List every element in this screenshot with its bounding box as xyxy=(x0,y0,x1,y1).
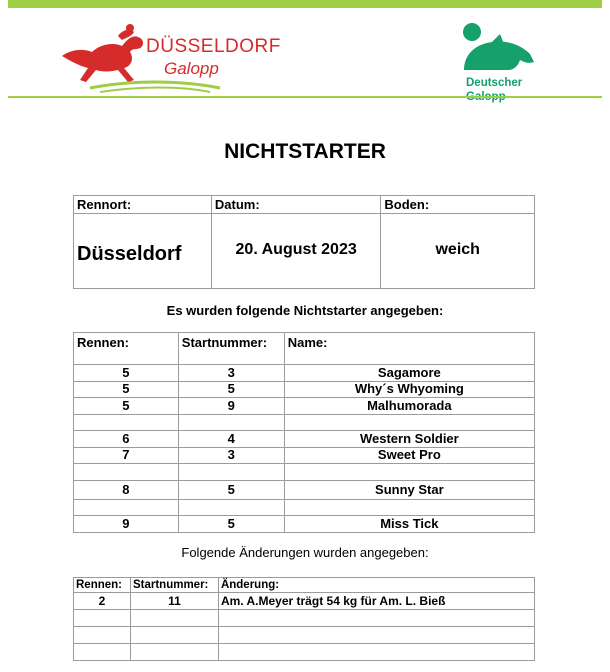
race-number xyxy=(74,414,179,431)
start-number: 5 xyxy=(178,480,284,499)
race-number xyxy=(74,464,179,481)
horse-name: Sunny Star xyxy=(284,480,534,499)
table-row-empty xyxy=(74,644,535,661)
logo-subtitle: Galopp xyxy=(164,59,219,78)
date-cell xyxy=(211,214,381,289)
table-row xyxy=(74,447,535,464)
race-number xyxy=(74,644,131,661)
race-info-table xyxy=(73,195,535,289)
racecourse-cell xyxy=(74,214,212,289)
header-divider xyxy=(8,96,602,98)
start-number: 4 xyxy=(178,431,284,448)
start-number xyxy=(178,499,284,516)
column-header: Rennen: xyxy=(74,333,179,365)
start-number xyxy=(130,610,218,627)
change-description xyxy=(218,610,534,627)
column-header: Rennen: xyxy=(74,578,131,593)
table-header-row xyxy=(74,578,535,593)
table-row xyxy=(74,365,535,382)
duesseldorf-galopp-logo xyxy=(60,22,281,94)
page-header xyxy=(8,8,602,98)
racehorse-icon xyxy=(60,22,250,94)
horse-name: Sweet Pro xyxy=(284,447,534,464)
table-row xyxy=(74,480,535,499)
table-row xyxy=(74,431,535,448)
race-number: 6 xyxy=(74,431,179,448)
logo-line-1: Deutscher xyxy=(466,77,523,89)
top-accent-bar xyxy=(8,0,602,8)
race-number: 8 xyxy=(74,480,179,499)
horse-name: Western Soldier xyxy=(284,431,534,448)
start-number: 3 xyxy=(178,365,284,382)
start-number: 9 xyxy=(178,398,284,415)
change-description xyxy=(218,627,534,644)
column-header: Startnummer: xyxy=(178,333,284,365)
race-number: 7 xyxy=(74,447,179,464)
race-number xyxy=(74,499,179,516)
table-row xyxy=(74,593,535,610)
race-number: 5 xyxy=(74,381,179,398)
start-number: 11 xyxy=(130,593,218,610)
horse-name: Miss Tick xyxy=(284,516,534,533)
page-title: NICHTSTARTER xyxy=(224,140,386,163)
table-header-row xyxy=(74,333,535,365)
table-row-empty xyxy=(74,499,535,516)
horse-name: Sagamore xyxy=(284,365,534,382)
column-header: Name: xyxy=(284,333,534,365)
start-number xyxy=(178,464,284,481)
horse-name: Why´s Whyoming xyxy=(284,381,534,398)
ground-value: weich xyxy=(435,241,480,258)
change-description: Am. A.Meyer trägt 54 kg für Am. L. Bieß xyxy=(218,593,534,610)
info-header-cell: Boden: xyxy=(381,196,535,214)
date-value: 20. August 2023 xyxy=(235,241,357,258)
race-number: 9 xyxy=(74,516,179,533)
ground-cell xyxy=(381,214,535,289)
start-number: 5 xyxy=(178,381,284,398)
table-row xyxy=(74,381,535,398)
deutscher-galopp-logo xyxy=(460,20,560,100)
table-row xyxy=(74,516,535,533)
start-number: 5 xyxy=(178,516,284,533)
start-number xyxy=(178,414,284,431)
logo-wordmark: DÜSSELDORF xyxy=(146,36,281,57)
nonstarters-table xyxy=(73,332,535,533)
race-number: 5 xyxy=(74,398,179,415)
table-row-empty xyxy=(74,610,535,627)
info-header-cell: Rennort: xyxy=(74,196,212,214)
race-number xyxy=(74,610,131,627)
change-description xyxy=(218,644,534,661)
race-number: 2 xyxy=(74,593,131,610)
race-number xyxy=(74,627,131,644)
info-value-row xyxy=(74,214,535,289)
horse-name xyxy=(284,414,534,431)
race-number: 5 xyxy=(74,365,179,382)
info-header-row xyxy=(74,196,535,214)
start-number xyxy=(130,644,218,661)
horse-name: Malhumorada xyxy=(284,398,534,415)
table-row-empty xyxy=(74,414,535,431)
nonstarters-intro: Es wurden folgende Nichtstarter angegeben: xyxy=(166,303,444,318)
horse-name xyxy=(284,464,534,481)
column-header: Startnummer: xyxy=(130,578,218,593)
table-row-empty xyxy=(74,627,535,644)
horse-name xyxy=(284,499,534,516)
info-header-cell: Datum: xyxy=(211,196,381,214)
changes-intro: Folgende Änderungen wurden angegeben: xyxy=(181,545,429,560)
table-row-empty xyxy=(74,464,535,481)
column-header: Änderung: xyxy=(218,578,534,593)
changes-table xyxy=(73,577,535,661)
table-row xyxy=(74,398,535,415)
start-number xyxy=(130,627,218,644)
start-number: 3 xyxy=(178,447,284,464)
racecourse-value: Düsseldorf xyxy=(77,243,182,265)
horse-head-icon xyxy=(460,20,540,76)
